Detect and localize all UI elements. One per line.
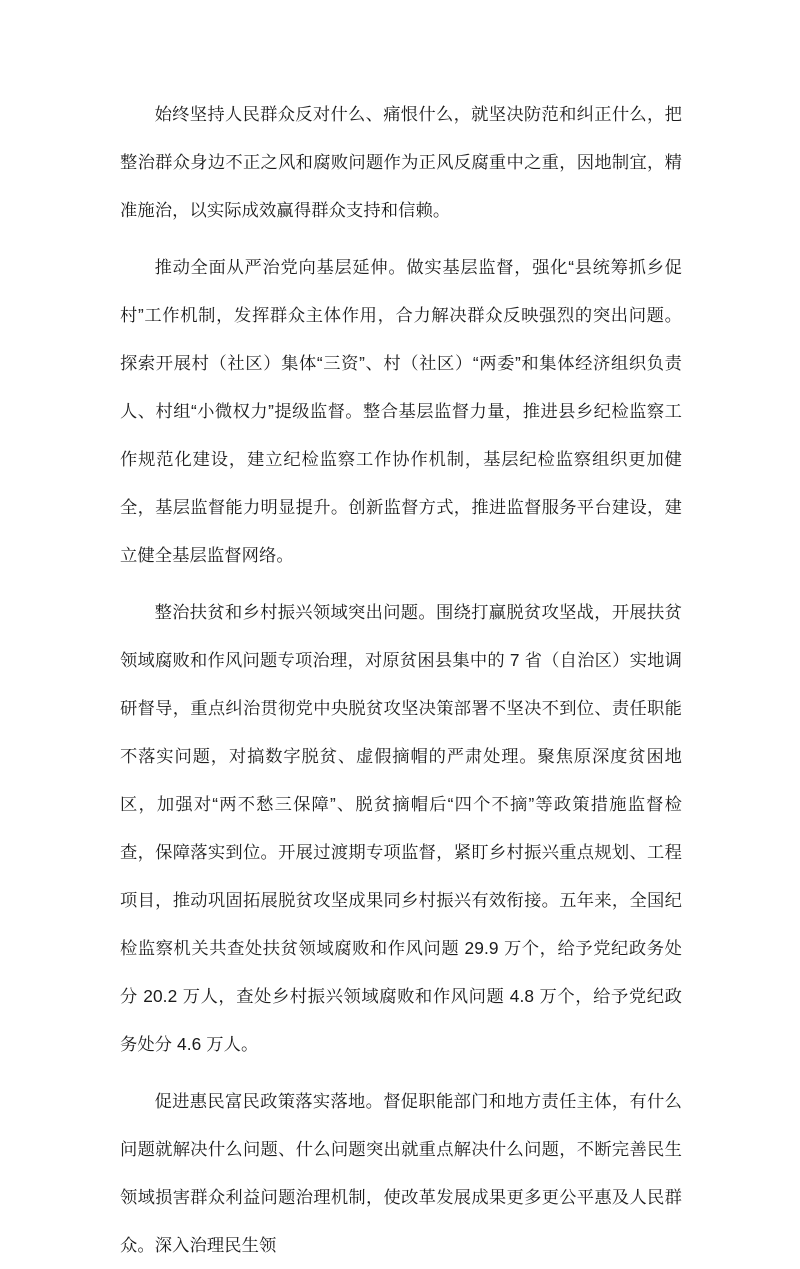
document-body [120, 90, 682, 1269]
paragraph-3: 整治扶贫和乡村振兴领域突出问题。围绕打赢脱贫攻坚战，开展扶贫领域腐败和作风问题专项治理，对原贫困县集中的 7 省（自治区）实地调研督导，重点纠治贯彻党中央脱贫攻坚决策部署不坚决不到位、责任职能不落实问题，对搞数字脱贫、虚假摘帽的严肃处理。聚焦原深度贫困地区，加强对“两不愁三保障”、脱贫摘帽后“四个不摘”等政策措施监督检查，保障落实到位。开展过渡期专项监督，紧盯乡村振兴重点规划、工程项目，推动巩固拓展脱贫攻坚成果同乡村振兴有效衔接。五年来，全国纪检监察机关共查处扶贫领域腐败和作风问题 29.9 万个，给予党纪政务处分 20.2 万人，查处乡村振兴领域腐败和作风问题 4.8 万个，给予党纪政务处分 4.6 万人。 [120, 602, 682, 1054]
paragraph-4: 促进惠民富民政策落实落地。督促职能部门和地方责任主体，有什么问题就解决什么问题、什么问题突出就重点解决什么问题，不断完善民生领域损害群众利益问题治理机制，使改革发展成果更多更公平惠及人民群众。深入治理民生领 [120, 1091, 682, 1255]
paragraph-2: 推动全面从严治党向基层延伸。做实基层监督，强化“县统筹抓乡促村”工作机制，发挥群众主体作用，合力解决群众反映强烈的突出问题。探索开展村（社区）集体“三资”、村（社区）“两委”和集体经济组织负责人、村组“小微权力”提级监督。整合基层监督力量，推进县乡纪检监察工作规范化建设，建立纪检监察工作协作机制，基层纪检监察组织更加健全，基层监督能力明显提升。创新监督方式，推进监督服务平台建设，建立健全基层监督网络。 [120, 257, 682, 565]
paragraph-1: 始终坚持人民群众反对什么、痛恨什么，就坚决防范和纠正什么，把整治群众身边不正之风和腐败问题作为正风反腐重中之重，因地制宜，精准施治，以实际成效赢得群众支持和信赖。 [120, 104, 682, 220]
